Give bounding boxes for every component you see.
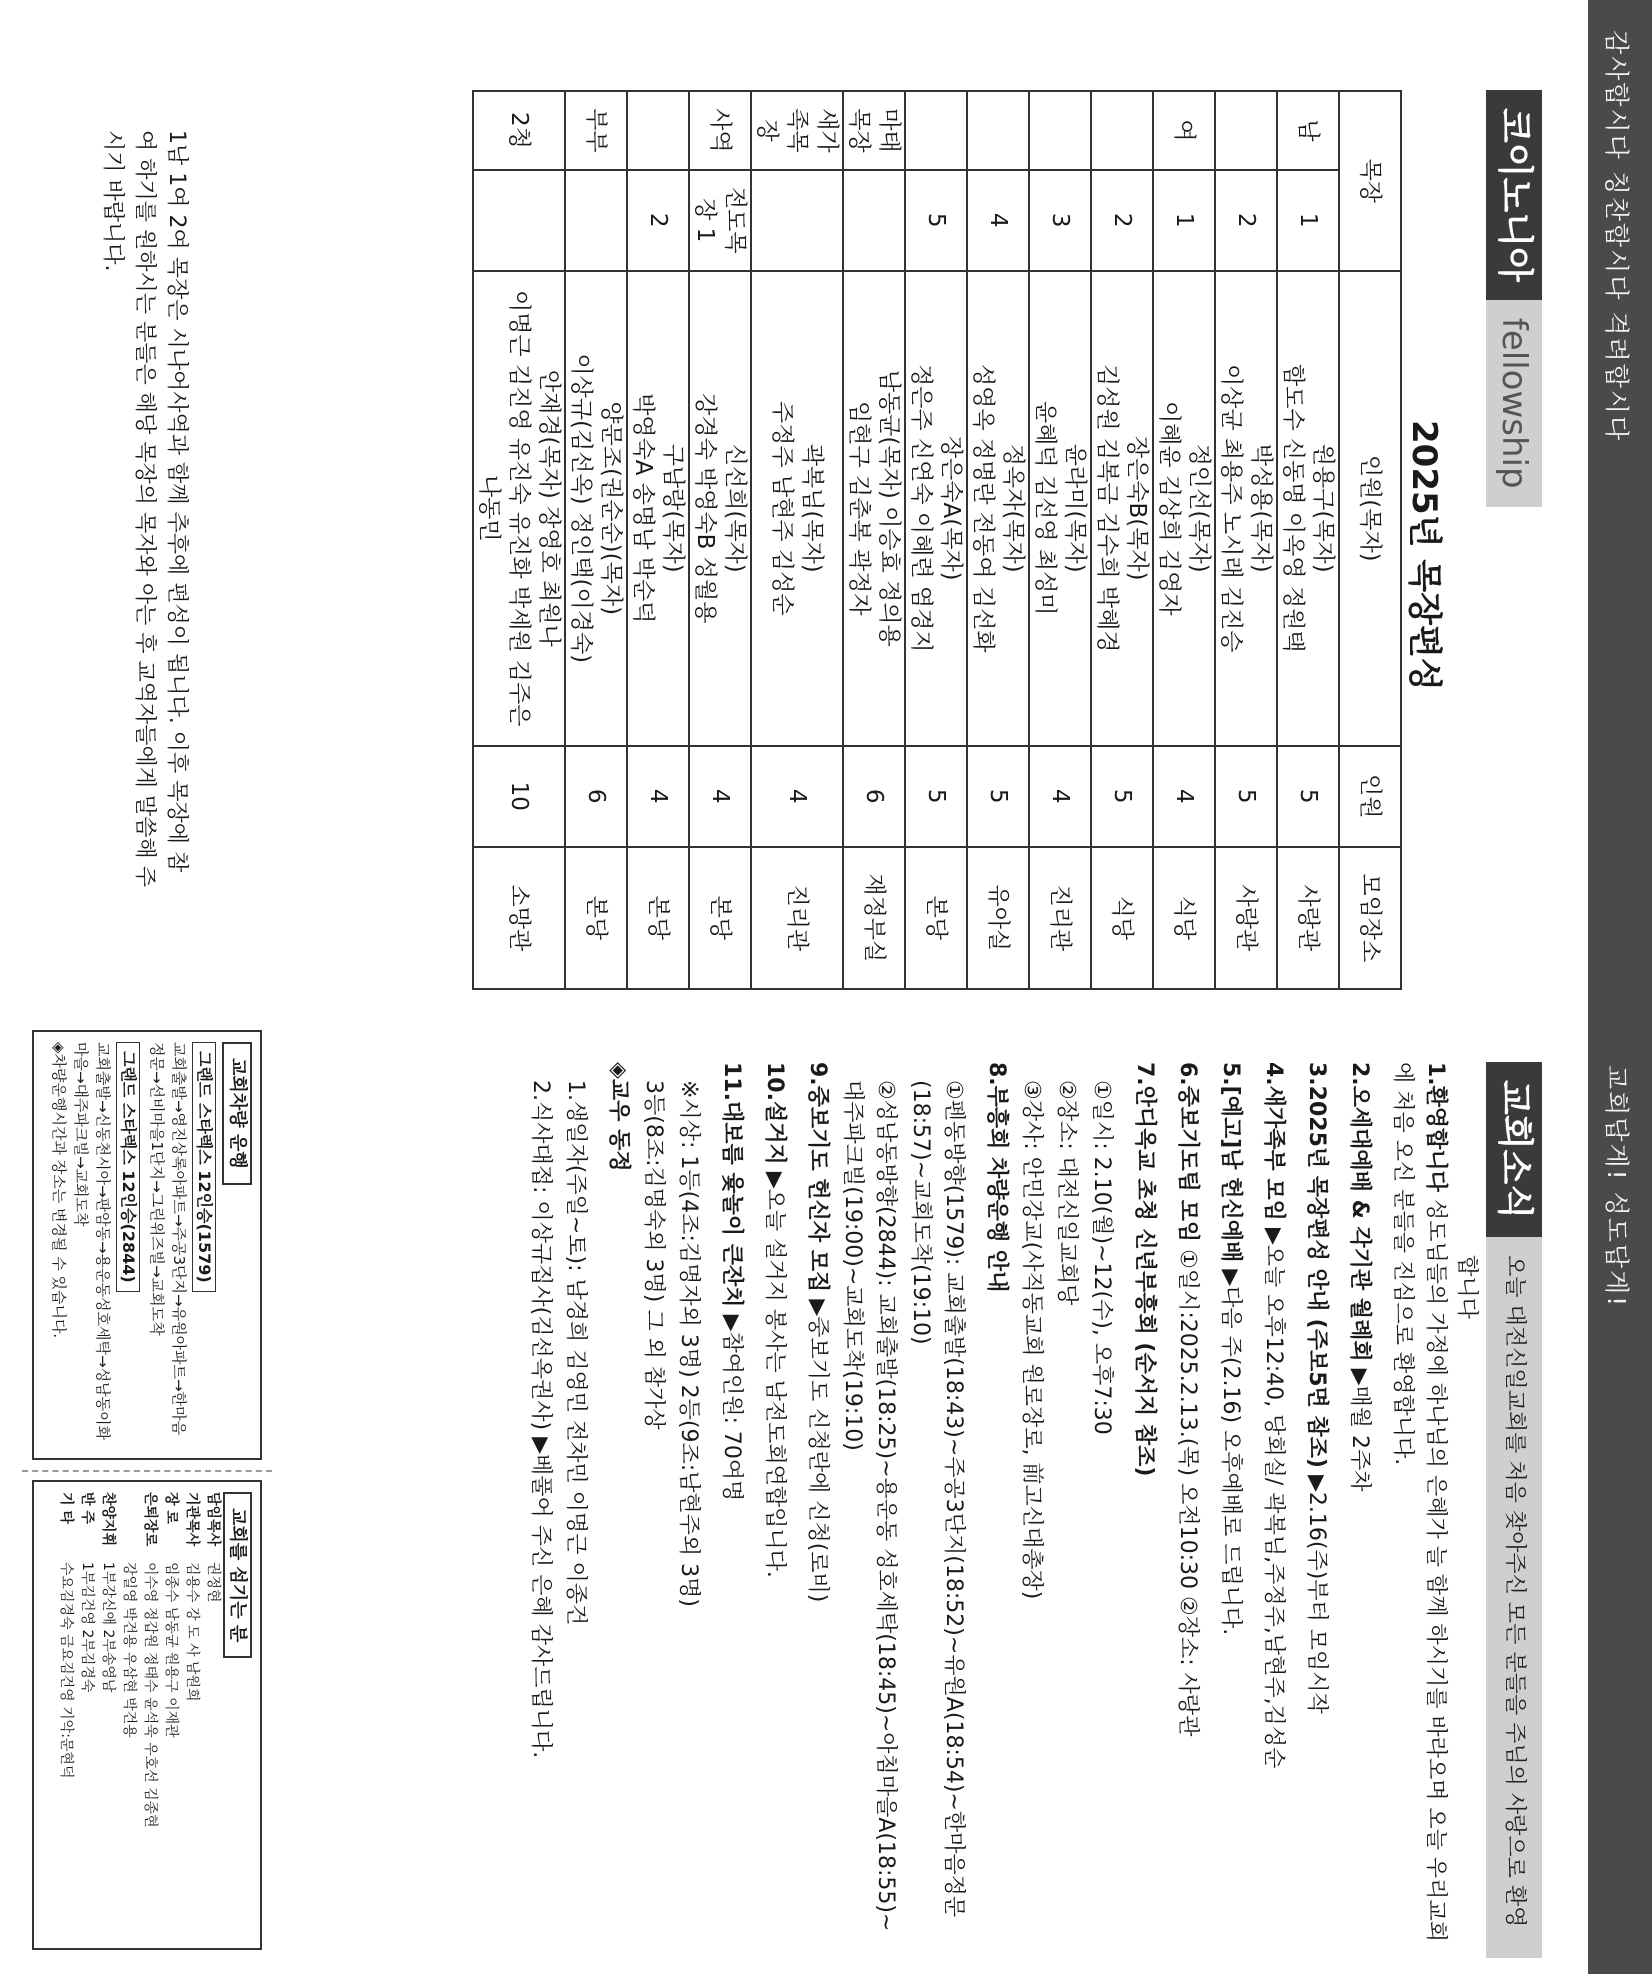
roster-members bbox=[473, 271, 565, 746]
roster-members bbox=[1215, 271, 1277, 746]
roster-members bbox=[905, 271, 967, 746]
news-item-heading: 1.환영합니다 bbox=[1423, 1062, 1448, 1192]
roster-leader: 박성용(목자) bbox=[1248, 443, 1274, 573]
news-item bbox=[715, 1062, 748, 1942]
roster-member-names: 이상규(김선옥) 정인택(이경숙) bbox=[568, 353, 594, 664]
news-item-heading: ◈교우 동정 bbox=[606, 1062, 631, 1172]
roster-leader: 정인선(목자) bbox=[1186, 443, 1212, 573]
roster-place: 본당 bbox=[905, 847, 967, 989]
roster-row bbox=[627, 91, 689, 989]
staff-role: 찬양지휘 bbox=[100, 1492, 116, 1547]
bus-route2-path: 교회출발→신동천시아→판암동→용운동성호세탁→성남동이화마을→대주파크빌→교회도착 bbox=[72, 1042, 112, 1441]
roster-number: 전도목장 1 bbox=[689, 170, 751, 271]
roster-number bbox=[565, 170, 627, 271]
top-banner bbox=[1588, 0, 1652, 1974]
news-item-heading: 2.오세대예배 & 각기관 월례회 bbox=[1347, 1062, 1372, 1362]
news-item bbox=[980, 1062, 1013, 1942]
news-item bbox=[1214, 1062, 1247, 1942]
roster-division bbox=[627, 91, 689, 170]
roster-place: 유아실 bbox=[967, 847, 1029, 989]
roster-place: 사랑관 bbox=[1277, 847, 1339, 989]
roster-row bbox=[967, 91, 1029, 989]
staff-names: 이수영 정갑원 정태수 윤석욱 우호선 김종현 bbox=[142, 1562, 158, 1828]
roster-division: 남 bbox=[1277, 91, 1339, 170]
roster-division: 부부 bbox=[565, 91, 627, 170]
news-item-text: ▶오늘 오후12:40, 당회실/ 곽복님,주정주,남현주,김성순 bbox=[1261, 1227, 1286, 1769]
roster-leader: 정옥자(목자) bbox=[1000, 443, 1026, 573]
roster-place: 식당 bbox=[1091, 847, 1153, 989]
roster-place: 소망관 bbox=[473, 847, 565, 989]
roster-division bbox=[1215, 91, 1277, 170]
news-item-text: ▶다음 주(2.16) 오후예배로 드립니다. bbox=[1218, 1269, 1243, 1636]
roster-table bbox=[472, 90, 1402, 990]
news-item-text: 성도님들의 가정에 하나님의 은혜가 늘 함께 하시기를 바라오며 오늘 우리교회에 처음 오신 분들을 진심으로 환영합니다. bbox=[1390, 1062, 1448, 1942]
roster-member-names: 성영옥 정명란 전동여 김선화 bbox=[970, 363, 996, 653]
roster-row bbox=[751, 91, 843, 989]
fellowship-title: 코이노니아 bbox=[1486, 90, 1542, 300]
roster-division: 여 bbox=[1153, 91, 1215, 170]
roster-number: 2 bbox=[1215, 170, 1277, 271]
roster-place: 본당 bbox=[627, 847, 689, 989]
news-item bbox=[1343, 1062, 1376, 1942]
roster-members bbox=[1277, 271, 1339, 746]
roster-leader: 신선희(목자) bbox=[722, 443, 748, 573]
bus-note: ◈차량운행시간과 장소는 변경될 수 있습니다. bbox=[50, 1042, 68, 1339]
staff-row bbox=[139, 1492, 160, 1938]
news-item bbox=[836, 1062, 902, 1942]
roster-leader: 곽복님(목자) bbox=[799, 443, 825, 573]
news-item-heading: 8.부흥회 차량운행 안내 bbox=[984, 1062, 1009, 1293]
news-item-heading: 5.[예고]남 헌신예배 bbox=[1218, 1062, 1243, 1263]
roster-count: 4 bbox=[1029, 746, 1091, 847]
staff-row bbox=[76, 1492, 97, 1938]
roster-row bbox=[843, 91, 905, 989]
roster-place: 본당 bbox=[565, 847, 627, 989]
staff-role: 기관목사 bbox=[184, 1492, 200, 1547]
bus-route2-label: 그랜드 스타렉스 12인승(2844) bbox=[116, 1042, 140, 1292]
news-item-text: 2.식사대접: 이상규집사(김선옥권사) ▶베풀어 주신 은혜 감사드립니다. bbox=[528, 1080, 553, 1759]
col-header-place: 모임장소 bbox=[1339, 847, 1401, 989]
col-header-group: 목장 bbox=[1339, 91, 1401, 271]
roster-leader: 양문조(권순순)(목자) bbox=[598, 401, 624, 616]
news-item-heading: 10.설거지 bbox=[762, 1062, 787, 1165]
news-item bbox=[1171, 1062, 1204, 1942]
roster-number: 1 bbox=[1277, 170, 1339, 271]
roster-leader: 윤라미(목자) bbox=[1062, 443, 1088, 573]
roster-place: 식당 bbox=[1153, 847, 1215, 989]
news-item-text: ※시상: 1등(4조:김명자외 3명) 2등(9조:남현주외 3명) bbox=[676, 1080, 701, 1607]
news-item bbox=[758, 1062, 791, 1942]
roster-count: 5 bbox=[967, 746, 1029, 847]
roster-leader: 장은숙A(목자) bbox=[938, 435, 964, 581]
roster-members bbox=[751, 271, 843, 746]
staff-role: 기 타 bbox=[58, 1492, 74, 1524]
roster-members bbox=[627, 271, 689, 746]
roster-leader: 장은숙B(목자) bbox=[1124, 435, 1150, 581]
news-item-text: ②장소: 대전신일교회당 bbox=[1054, 1080, 1079, 1306]
roster-division: 마태목장 bbox=[843, 91, 905, 170]
roster-member-names: 이혜윤 김상희 김영자 bbox=[1156, 400, 1182, 616]
roster-count: 6 bbox=[565, 746, 627, 847]
news-item bbox=[1300, 1062, 1333, 1942]
fellowship-header bbox=[1486, 90, 1542, 507]
roster-number: 4 bbox=[967, 170, 1029, 271]
news-item-text: ③강사: 안민강교(사직동교회 원로장로, 前고신대총장) bbox=[1019, 1080, 1044, 1600]
roster-member-names: 함도수 신동명 이옥영 정원택 bbox=[1280, 363, 1306, 653]
staff-role: 은퇴장로 bbox=[142, 1492, 158, 1547]
news-item-text: ▶중보기도 신청란에 신청(로비) bbox=[805, 1299, 830, 1603]
staff-names: 1부강신애 2부송영남 bbox=[100, 1562, 116, 1693]
roster-row bbox=[905, 91, 967, 989]
roster-members bbox=[689, 271, 751, 746]
news-item-heading: 7.안디옥교 초청 신년부흥회 (순서지 참조) bbox=[1132, 1062, 1157, 1477]
roster-members bbox=[565, 271, 627, 746]
greeting-text: 교회답게! 성도답게! bbox=[1602, 1065, 1631, 1309]
roster-count: 5 bbox=[905, 746, 967, 847]
news-item bbox=[559, 1062, 592, 1942]
news-item-heading: 6.중보기도팀 모임 bbox=[1175, 1062, 1200, 1243]
roster-member-names: 정은주 신연숙 이혜련 염경지 bbox=[908, 363, 934, 653]
motto-text: 감사합시다 칭찬합시다 격려합시다 bbox=[1602, 30, 1631, 443]
news-subtitle: 오늘 대전신일교회를 처음 찾아주신 모든 분들을 주님의 사랑으로 환영합니다 bbox=[1486, 1237, 1542, 1958]
roster-count: 5 bbox=[1091, 746, 1153, 847]
roster-place: 재정부실 bbox=[843, 847, 905, 989]
news-title: 교회소식 bbox=[1486, 1062, 1542, 1237]
news-item bbox=[1015, 1062, 1048, 1942]
roster-member-names: 주정주 남현주 김성순 bbox=[769, 400, 795, 616]
roster-header-row bbox=[1339, 91, 1401, 989]
roster-members bbox=[843, 271, 905, 746]
news-item-text: ①일시: 2.10(월)~12(수), 오후7:30 bbox=[1089, 1080, 1114, 1435]
roster-division: 새가족목장 bbox=[751, 91, 843, 170]
roster-division bbox=[967, 91, 1029, 170]
col-header-members: 인원(목자) bbox=[1339, 271, 1401, 746]
roster-note: 1남 1여 2여 목장은 시나어사역과 함께 추후에 편성이 됩니다. 이후 목장에 참여 하기를 원하시는 분들은 해당 목장의 목자와 아는 후 교역자들에게 말씀해 주시기 바랍니다. bbox=[100, 130, 189, 887]
staff-role bbox=[118, 1492, 139, 1562]
news-item bbox=[1085, 1062, 1118, 1942]
news-item-text: ▶오늘 설거지 봉사는 남전도회연합입니다. bbox=[762, 1171, 787, 1578]
staff-row bbox=[118, 1492, 139, 1938]
roster-leader: 원용구(목자) bbox=[1310, 443, 1336, 573]
roster-count: 6 bbox=[843, 746, 905, 847]
roster-row bbox=[1029, 91, 1091, 989]
news-item bbox=[672, 1062, 705, 1942]
roster-number: 5 bbox=[905, 170, 967, 271]
staff-names: 권정현 bbox=[205, 1562, 221, 1603]
roster-division: 2청 bbox=[473, 91, 565, 170]
roster-members bbox=[1091, 271, 1153, 746]
roster-division bbox=[1091, 91, 1153, 170]
roster-number: 2 bbox=[1091, 170, 1153, 271]
roster-row bbox=[1277, 91, 1339, 989]
news-item bbox=[801, 1062, 834, 1942]
staff-row bbox=[202, 1492, 223, 1938]
roster-row bbox=[689, 91, 751, 989]
roster-row bbox=[1153, 91, 1215, 989]
staff-row bbox=[97, 1492, 118, 1938]
news-item-heading: 4.새가족부 모임 bbox=[1261, 1062, 1286, 1221]
staff-role: 반 주 bbox=[79, 1492, 95, 1524]
cut-line bbox=[22, 1470, 272, 1474]
roster-number bbox=[843, 170, 905, 271]
roster-leader: 구남랑(목자) bbox=[660, 443, 686, 573]
news-item bbox=[602, 1062, 635, 1942]
news-item bbox=[1257, 1062, 1290, 1942]
roster-division bbox=[1029, 91, 1091, 170]
roster-count: 10 bbox=[473, 746, 565, 847]
news-item bbox=[637, 1062, 670, 1942]
roster-member-names: 강경숙 박영숙B 성월용 bbox=[692, 393, 718, 624]
roster-members bbox=[1153, 271, 1215, 746]
roster-member-names: 윤혜덕 김선영 최성미 bbox=[1032, 400, 1058, 616]
roster-row bbox=[1091, 91, 1153, 989]
news-item bbox=[904, 1062, 970, 1942]
roster-place: 진리관 bbox=[751, 847, 843, 989]
roster-member-names: 이상균 최용주 노시래 김진승 bbox=[1218, 363, 1244, 653]
bus-title: 교회차량 운행 bbox=[222, 1042, 252, 1185]
staff-names: 1부김건영 2부김경숙 bbox=[79, 1562, 95, 1693]
roster-member-names: 임현구 김춘복 곽정자 bbox=[846, 400, 872, 616]
roster-members bbox=[967, 271, 1029, 746]
news-item-text: 1.생일자(주일~토): 남경희 김영민 전차민 이명근 이종건 bbox=[563, 1080, 588, 1626]
staff-names: 수요김경숙 금요김건영 기악:문현덕 bbox=[58, 1562, 74, 1779]
bus-route1-path: 교회출발→영진상록아파트→주공3단지→유원아파트→한마음정문→선비마을1단지→그린위즈빌→교회도착 bbox=[148, 1042, 188, 1436]
news-item bbox=[1386, 1062, 1452, 1942]
roster-place: 진리관 bbox=[1029, 847, 1091, 989]
staff-box bbox=[32, 1480, 262, 1950]
news-item bbox=[1128, 1062, 1161, 1942]
roster-member-names: 이명근 김진영 유진숙 유진화 박세원 김주은 나동민 bbox=[476, 289, 532, 727]
staff-title: 교회를 섬기는 분 bbox=[223, 1492, 252, 1658]
news-item-text: ①일시:2025.2.13.(목) 오전10:30 ②장소: 사랑관 bbox=[1175, 1249, 1200, 1737]
news-item-heading: 9.중보기도 헌신자 모집 bbox=[805, 1062, 830, 1293]
staff-names: 임종수 남동균 원용구 이재관 bbox=[163, 1562, 179, 1738]
news-list bbox=[522, 1062, 1452, 1942]
roster-leader: 안재경(목자) 장영호 최원나 bbox=[536, 369, 562, 647]
news-item-text: 3등(8조:김명숙외 3명) 그 외 참가상 bbox=[641, 1080, 666, 1430]
news-item-heading: 11.대보름 윷놀이 큰잔치 bbox=[719, 1062, 744, 1308]
bus-schedule-box bbox=[32, 1030, 262, 1460]
staff-names: 김용수 강 도 사 남원희 bbox=[184, 1562, 200, 1702]
news-item-text: ▶매월 2주차 bbox=[1347, 1368, 1372, 1492]
roster-count: 4 bbox=[689, 746, 751, 847]
roster-member-names: 박영숙A 송명남 박순덕 bbox=[630, 393, 656, 624]
fellowship-subtitle: fellowship bbox=[1486, 300, 1542, 507]
roster-row bbox=[473, 91, 565, 989]
news-item-text: ①펜동방향(1579): 교회출발(18:43)~주공3단지(18:52)~유원A(18:54)~한마음정문(18:57)~교회도착(19:10) bbox=[908, 1080, 966, 1918]
news-item-heading: 3.2025년 목장편성 안내 (주보5면 참조) bbox=[1304, 1062, 1329, 1468]
roster-count: 5 bbox=[1277, 746, 1339, 847]
news-item-text: ▶참여인원: 70여명 bbox=[719, 1314, 744, 1502]
staff-names: 강일영 박건용 우삼현 박건용 bbox=[121, 1562, 137, 1738]
news-item bbox=[524, 1062, 557, 1942]
bus-route1-label: 그랜드 스타렉스 12인승(1579) bbox=[192, 1042, 216, 1292]
roster-number: 3 bbox=[1029, 170, 1091, 271]
roster-number: 1 bbox=[1153, 170, 1215, 271]
roster-place: 사랑관 bbox=[1215, 847, 1277, 989]
roster-count: 4 bbox=[751, 746, 843, 847]
news-header bbox=[1454, 1062, 1542, 1958]
roster-title: 2025년 목장편성 bbox=[1404, 420, 1444, 691]
staff-role: 장 로 bbox=[163, 1492, 179, 1524]
roster-count: 5 bbox=[1215, 746, 1277, 847]
staff-row bbox=[55, 1492, 76, 1938]
news-item-text: ②성남동방향(2844): 교회출발(18:25)~용운동 성호세탁(18:45)~아침마을A(18:55)~대주파크빌(19:00)~교회도착(19:10) bbox=[840, 1080, 898, 1932]
roster-leader: 남동균(목자) 이승효 정의용 bbox=[876, 369, 902, 647]
roster-members bbox=[1029, 271, 1091, 746]
news-item-text: ▶2.16(주)부터 모임시작 bbox=[1304, 1474, 1329, 1714]
staff-row bbox=[160, 1492, 181, 1938]
roster-division: 사역 bbox=[689, 91, 751, 170]
roster-row bbox=[565, 91, 627, 989]
roster-number: 2 bbox=[627, 170, 689, 271]
roster-place: 본당 bbox=[689, 847, 751, 989]
staff-list bbox=[55, 1492, 223, 1938]
col-header-count: 인원 bbox=[1339, 746, 1401, 847]
roster-member-names: 김성원 김복금 김수희 박혜경 bbox=[1094, 363, 1120, 653]
roster-number bbox=[751, 170, 843, 271]
roster-count: 4 bbox=[627, 746, 689, 847]
roster-row bbox=[1215, 91, 1277, 989]
roster-count: 4 bbox=[1153, 746, 1215, 847]
news-item bbox=[1050, 1062, 1083, 1942]
roster-division bbox=[905, 91, 967, 170]
staff-role: 담임목사 bbox=[205, 1492, 221, 1547]
roster-number bbox=[473, 170, 565, 271]
staff-row bbox=[181, 1492, 202, 1938]
